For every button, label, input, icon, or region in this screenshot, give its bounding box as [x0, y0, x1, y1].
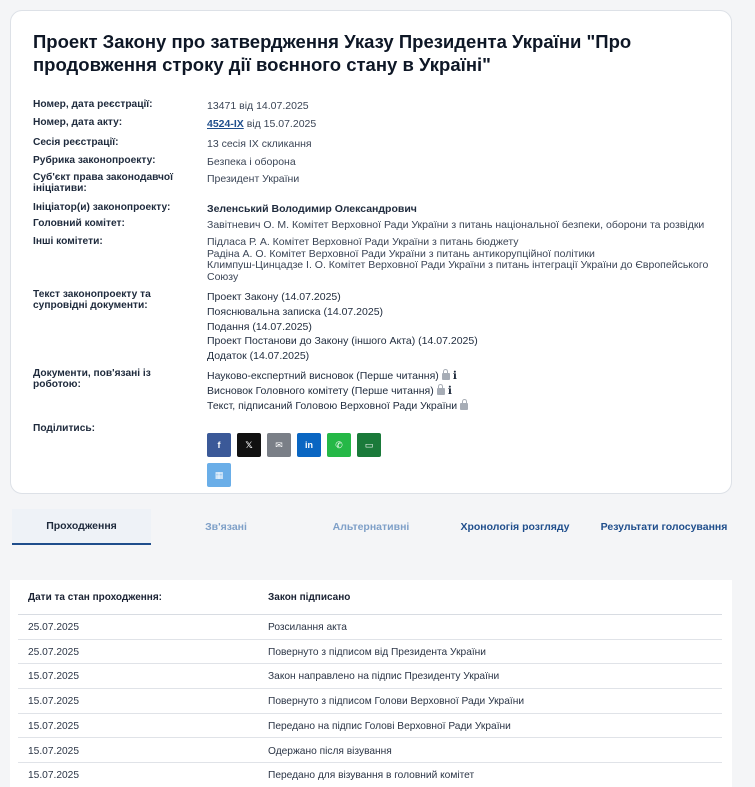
row-status: Повернуто з підписом від Президента України: [268, 646, 487, 658]
facebook-share-icon[interactable]: f: [207, 433, 231, 457]
row-status: Закон направлено на підпис Президенту України: [268, 671, 500, 683]
whatsapp-share-icon[interactable]: ✆: [327, 433, 351, 457]
lock-icon: [442, 373, 450, 380]
field-label: Сесія реєстрації:: [33, 137, 119, 148]
table-row: [18, 689, 722, 714]
field-label: Поділитись:: [33, 423, 96, 434]
tab-3[interactable]: Альтернативні: [332, 521, 410, 533]
row-status: Передано на підпис Голові Верховної Ради України: [268, 720, 511, 732]
table-row: [18, 739, 722, 764]
row-date: 15.07.2025: [28, 745, 79, 757]
table-row: [18, 664, 722, 689]
linkedin-share-icon[interactable]: in: [297, 433, 321, 457]
document-link[interactable]: Науково-експертний висновок (Перше читання): [207, 370, 439, 382]
row-date: 15.07.2025: [28, 671, 79, 683]
viber-share-icon[interactable]: ▭: [357, 433, 381, 457]
field-value: Безпека і оборона: [207, 156, 296, 168]
field-label: Рубрика законопроекту:: [33, 155, 156, 166]
column-header-status: Закон підписано: [268, 592, 351, 603]
field-label: Номер, дата акту:: [33, 117, 123, 128]
field-label: Головний комітет:: [33, 218, 125, 229]
row-date: 15.07.2025: [28, 720, 79, 732]
x-share-icon[interactable]: 𝕏: [237, 433, 261, 457]
bill-card: [10, 10, 732, 494]
info-icon[interactable]: ℹ: [452, 370, 457, 382]
email-share-icon[interactable]: ✉: [267, 433, 291, 457]
lock-icon: [437, 388, 445, 395]
tab-2[interactable]: Зв'язані: [205, 521, 247, 533]
tab-5[interactable]: Результати голосування: [600, 521, 728, 533]
row-status: Повернуто з підписом Голови Верховної Ради України: [268, 696, 525, 708]
field-value: Завітневич О. М. Комітет Верховної Ради України з питань національної безпеки, оборони та розвідки: [207, 219, 705, 231]
tab-bar: [12, 509, 740, 545]
row-date: 25.07.2025: [28, 646, 79, 658]
page-title: Проект Закону про затвердження Указу Президента України "Про продовження строку дії воєнного стану в Україні": [33, 31, 632, 75]
table-header: [18, 580, 722, 615]
tab-1[interactable]: Проходження: [12, 509, 151, 545]
column-header-dates: Дати та стан проходження:: [28, 592, 162, 603]
field-label: Суб'єкт права законодавчої ініціативи:: [33, 172, 173, 194]
field-value: 13471 від 14.07.2025: [207, 100, 309, 112]
field-value: 13 сесія IX скликання: [207, 138, 312, 150]
field-value: Президент України: [207, 173, 300, 185]
table-row: [18, 714, 722, 739]
table-row: [18, 640, 722, 665]
field-label: Текст законопроекту та супровідні документи:: [33, 289, 151, 311]
tab-4[interactable]: Хронологія розгляду: [460, 521, 570, 533]
committee-item: Підласа Р. А. Комітет Верховної Ради України з питань бюджету: [207, 236, 519, 248]
table-row: [18, 615, 722, 640]
field-label: Документи, пов'язані із роботою:: [33, 368, 151, 390]
table-row: [18, 763, 722, 787]
field-value: Зеленський Володимир Олександрович: [207, 203, 417, 215]
document-link[interactable]: Висновок Головного комітету (Перше читання): [207, 384, 434, 397]
field-label: Номер, дата реєстрації:: [33, 99, 153, 110]
row-status: Передано для візування в головний комітет: [268, 770, 475, 782]
document-link[interactable]: Проект Закону (14.07.2025): [207, 291, 341, 303]
passage-table: [10, 580, 732, 787]
act-date: від 15.07.2025: [246, 118, 317, 130]
row-status: Одержано після візування: [268, 745, 392, 757]
committee-item: Климпуш-Цинцадзе І. О. Комітет Верховної Ради України з питань інтеграції України до Європейського Союзу: [207, 259, 709, 283]
document-link[interactable]: Подання (14.07.2025): [207, 320, 312, 333]
act-number-link[interactable]: 4524-IX: [207, 118, 244, 130]
committee-item: Радіна А. О. Комітет Верховної Ради України з питань антикорупційної політики: [207, 247, 595, 260]
field-label: Інші комітети:: [33, 236, 103, 247]
info-icon[interactable]: ℹ: [447, 384, 452, 397]
row-date: 25.07.2025: [28, 622, 79, 633]
document-link[interactable]: Додаток (14.07.2025): [207, 350, 310, 363]
document-link[interactable]: Пояснювальна записка (14.07.2025): [207, 305, 384, 318]
lock-icon: [460, 403, 468, 410]
document-link[interactable]: Проект Постанови до Закону (іншого Акта) (14.07.2025): [207, 335, 478, 348]
row-date: 15.07.2025: [28, 696, 79, 708]
field-label: Ініціатор(и) законопроекту:: [33, 202, 171, 213]
document-link[interactable]: Текст, підписаний Головою Верховної Ради України: [207, 399, 458, 412]
row-status: Розсилання акта: [268, 622, 347, 633]
qr-share-icon[interactable]: ▦: [207, 463, 231, 487]
row-date: 15.07.2025: [28, 770, 79, 782]
